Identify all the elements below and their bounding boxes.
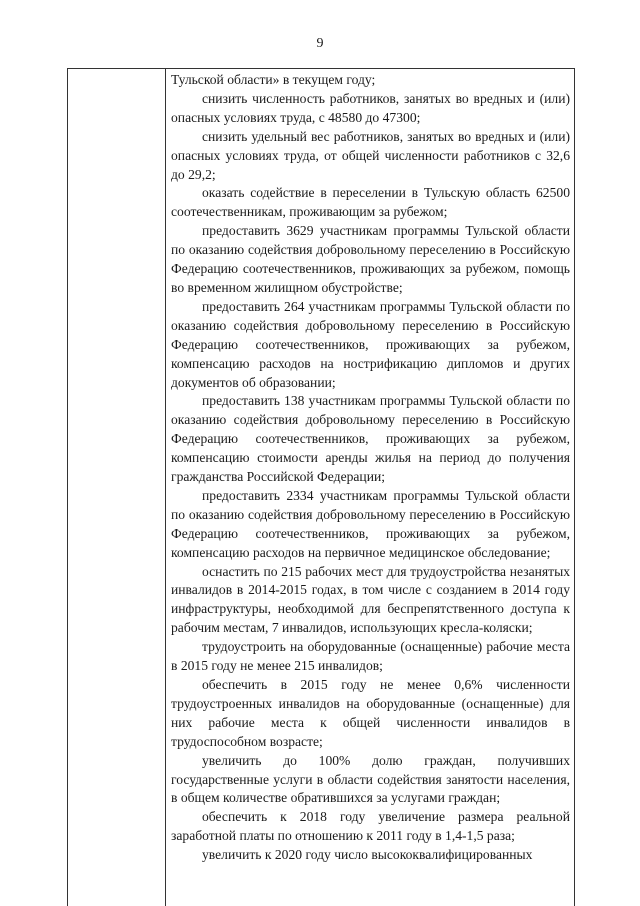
table-text-column <box>171 71 570 865</box>
page-number: 9 <box>316 36 324 51</box>
paragraph-public-services: увеличить до 100% долю граждан, получивших государственные услуги в области содействия занятости населения, в общем количестве обратившихся за услугами граждан; <box>171 752 570 806</box>
paragraph-disabled-share: обеспечить в 2015 году не менее 0,6% численности трудоустроенных инвалидов на оборудованные (оснащенные) для них рабочие места к общей численности инвалидов в трудоспособном возрасте; <box>171 677 570 749</box>
document-table <box>67 68 575 906</box>
paragraph-harmful-workers-share: снизить удельный вес работников, занятых во вредных и (или) опасных условиях труда, от общей численности работников с 32,6 до 29,2; <box>171 128 570 182</box>
paragraph-disabled-workplaces: оснастить по 215 рабочих мест для трудоустройства незанятых инвалидов в 2014-2015 годах, в том числе с созданием в 2014 году инфраструктуры, необходимой для беспрепятственного доступа к рабочим местам, 7 инвалидов, использующих кресла-коляски; <box>171 563 570 636</box>
paragraph-real-wages: обеспечить к 2018 году увеличение размера реальной заработной платы по отношению к 2011 году в 1,4-1,5 раза; <box>171 809 570 844</box>
paragraph-resettlement-assistance: оказать содействие в переселении в Тульскую область 62500 соотечественникам, проживающим за рубежом; <box>171 185 570 220</box>
paragraph-medical-exam: предоставить 2334 участникам программы Тульской области по оказанию содействия добровольному переселению в Российскую Федерацию соотечественников, проживающих за рубежом, компенсацию расходов на первичное медицинское обследование; <box>171 487 570 560</box>
paragraph-housing-help: предоставить 3629 участникам программы Тульской области по оказанию содействия добровольному переселению в Российскую Федерацию соотечественников, проживающих за рубежом, помощь во временном жилищном обустройстве; <box>171 223 570 295</box>
paragraph-continuation: Тульской области» в текущем году; <box>171 72 376 87</box>
column-divider <box>165 69 166 906</box>
paragraph-diploma-nostrification: предоставить 264 участникам программы Тульской области по оказанию содействия добровольному переселению в Российскую Федерацию соотечественников, проживающих за рубежом, компенсацию расходов на нострификацию дипломов и других документов об образовании; <box>171 298 570 390</box>
paragraph-qualified-workers: увеличить к 2020 году число высококвалифицированных <box>202 847 533 863</box>
paragraph-disabled-employment: трудоустроить на оборудованные (оснащенные) рабочие места в 2015 году не менее 215 инвалидов; <box>171 639 570 674</box>
paragraph-harmful-workers-count: снизить численность работников, занятых во вредных и (или) опасных условиях труда, с 48580 до 47300; <box>171 90 570 125</box>
paragraph-rent-compensation: предоставить 138 участникам программы Тульской области по оказанию содействия добровольному переселению в Российскую Федерацию соотечественников, проживающих за рубежом, компенсацию стоимости аренды жилья на период до получения гражданства Российской Федерации; <box>171 393 570 485</box>
